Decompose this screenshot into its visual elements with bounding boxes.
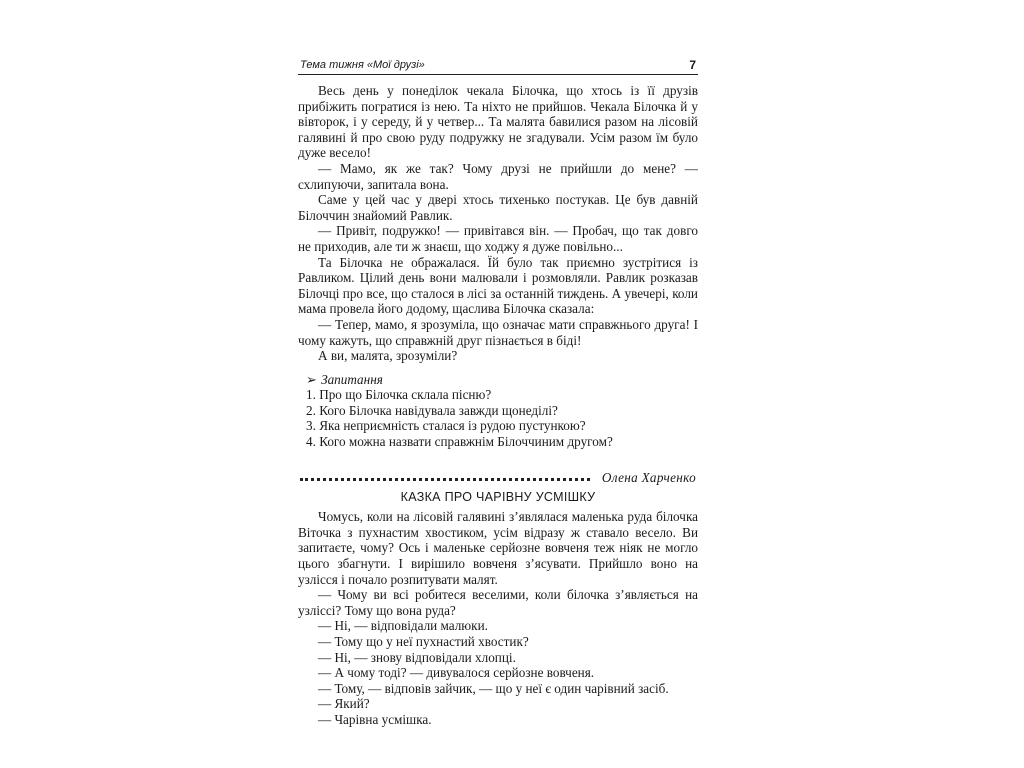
paragraph: — Чому ви всі робитеся веселими, коли білочка з’являється на узліссі? Тому що вона руда? <box>298 587 698 618</box>
questions-section <box>298 372 698 450</box>
running-header <box>298 56 698 75</box>
paragraph: — Привіт, подружко! — привітався він. — Пробач, що так довго не приходив, але ти ж знаєш, що ходжу я дуже повільно... <box>298 223 698 254</box>
question-item: 3. Яка неприємність сталася із рудою пустункою? <box>306 418 586 434</box>
questions-heading-text: Запитання <box>321 371 383 387</box>
paragraph: Та Білочка не ображалася. Їй було так приємно зустрітися із Равликом. Цілий день вони малювали і розмовляли. Равлик розказав Білочці про все, що сталося в лісі за останній тиждень. А увечері, коли мама провела його додому, щаслива Білочка сказала: <box>298 254 698 317</box>
page-number: 7 <box>689 58 696 72</box>
section-divider <box>298 470 698 486</box>
paragraph: — Мамо, як же так? Чому друзі не прийшли до мене? — схлипуючи, запитала вона. <box>298 160 698 192</box>
paragraph: Чомусь, коли на лісовій галявині з’являлася маленька руда білочка Віточка з пухнастим хвостиком, усім відразу ж ставало весело. Ви запитаєте, чому? Ось і маленьке серйозне вовченя теж ніяк не могло цього збагнути. І вирішило вовченя з’ясувати. Прийшло воно на узлісся і почало розпитувати малят. <box>298 509 698 587</box>
paragraph: — Тому що у неї пухнастий хвостик? <box>318 634 529 649</box>
arrow-bullet-icon: ➢ <box>306 371 318 387</box>
question-item: 4. Кого можна назвати справжнім Білоччиним другом? <box>306 434 613 450</box>
author-name: Олена Харченко <box>601 469 696 485</box>
story-one <box>298 83 698 364</box>
paragraph: А ви, малята, зрозуміли? <box>318 348 458 364</box>
paragraph: — Тому, — відповів зайчик, — що у неї є один чарівний засіб. <box>318 680 669 696</box>
page-body <box>298 83 698 728</box>
dotted-line <box>300 478 590 481</box>
questions-heading <box>298 372 698 388</box>
paragraph: — Ні, — відповідали малюки. <box>318 618 488 634</box>
paragraph: — Який? <box>318 696 370 712</box>
paragraph: Весь день у понеділок чекала Білочка, що хтось із її друзів прибіжить погратися із нею. Та ніхто не прийшов. Чекала Білочка й у вівторок, і у середу, й у четвер... Та малята бавилися разом на лісовій галявині й про свою руду подружку не згадували. Усім разом їм було дуже весело! <box>298 83 698 161</box>
story-title: КАЗКА ПРО ЧАРІВНУ УСМІШКУ <box>400 489 596 504</box>
question-item: 1. Про що Білочка склала пісню? <box>306 387 492 403</box>
question-item: 2. Кого Білочка навідувала завжди щонеділі? <box>306 402 558 418</box>
paragraph: Саме у цей час у двері хтось тихенько постукав. Це був давній Білоччин знайомий Равлик. <box>298 192 698 223</box>
story-two <box>298 509 698 727</box>
paragraph: — Чарівна усмішка. <box>318 711 432 727</box>
paragraph: — Тепер, мамо, я зрозуміла, що означає мати справжнього друга! І чому кажуть, що справжній друг пізнається в біді! <box>298 316 698 348</box>
paragraph: — А чому тоді? — дивувалося серйозне вовченя. <box>318 665 595 681</box>
book-page <box>298 56 698 761</box>
header-title: Тема тижня «Мої друзі» <box>300 59 425 71</box>
paragraph: — Ні, — знову відповідали хлопці. <box>318 649 516 665</box>
